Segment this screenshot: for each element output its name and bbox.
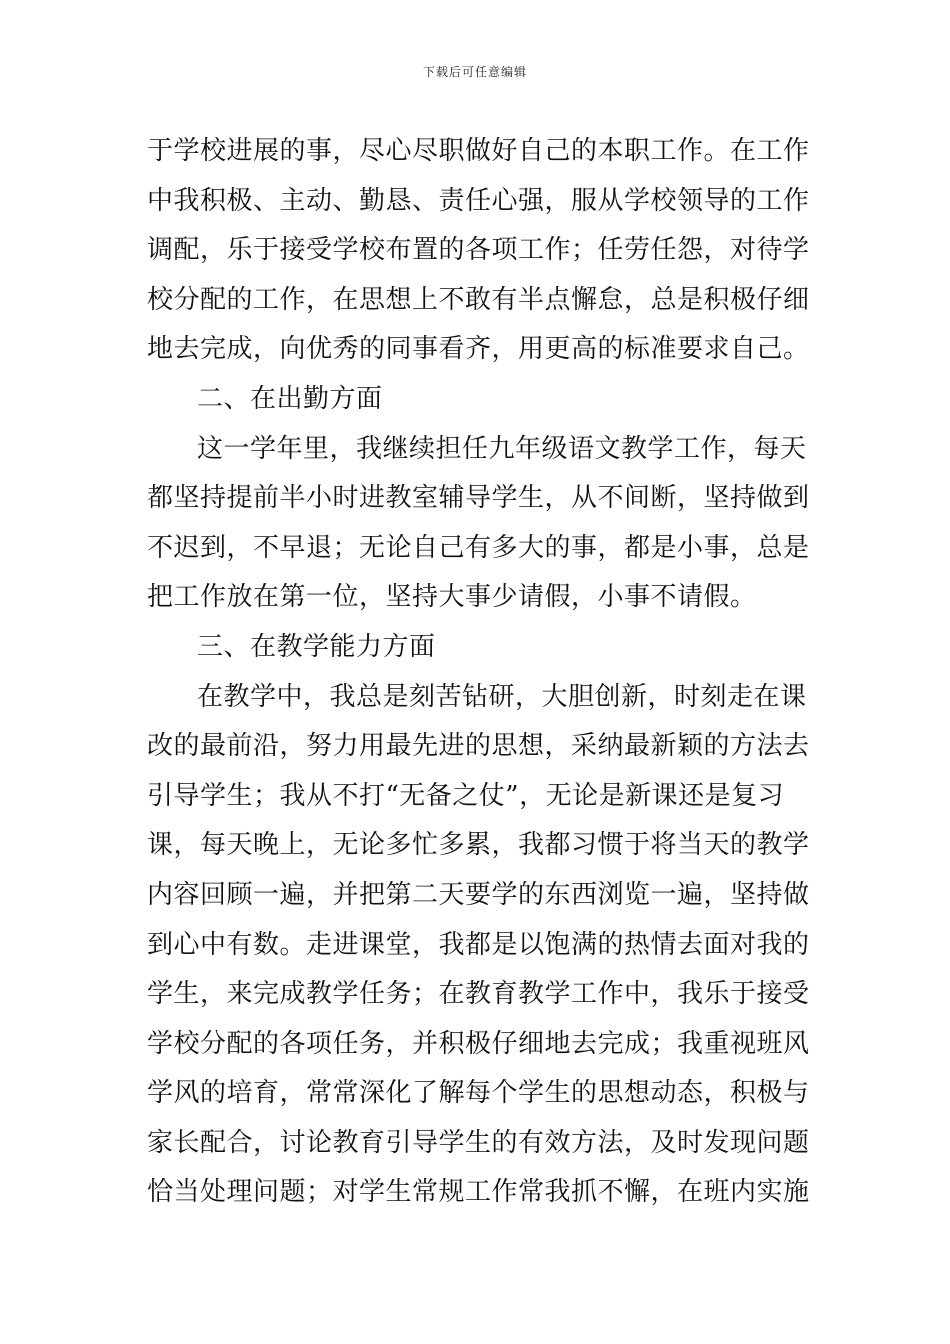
text-line: 这一学年里，我继续担任九年级语文教学工作，每天 — [197, 433, 807, 464]
text-line: 三、在教学能力方面 — [197, 631, 436, 662]
text-line: 引导学生；我从不打“无备之仗”，无论是新课还是复习 — [147, 780, 785, 811]
text-line: 学校分配的各项任务，并积极仔细地去完成；我重视班风 — [147, 1028, 810, 1059]
text-line: 中我积极、主动、勤恳、责任心强，服从学校领导的工作 — [147, 185, 810, 216]
text-line: 改的最前沿，努力用最先进的思想，采纳最新颖的方法去 — [147, 731, 810, 762]
text-line: 恰当处理问题；对学生常规工作常我抓不懈，在班内实施 — [147, 1177, 810, 1208]
text-line: 都坚持提前半小时进教室辅导学生，从不间断，坚持做到 — [147, 483, 810, 514]
text-line: 在教学中，我总是刻苦钻研，大胆创新，时刻走在课 — [197, 681, 807, 712]
text-line: 课，每天晚上，无论多忙多累，我都习惯于将当天的教学 — [147, 830, 810, 861]
text-line: 家长配合，讨论教育引导学生的有效方法，及时发现问题 — [147, 1127, 810, 1158]
document-body — [147, 127, 810, 1218]
text-line: 内容回顾一遍，并把第二天要学的东西浏览一遍，坚持做 — [147, 879, 810, 910]
text-line: 调配，乐于接受学校布置的各项工作；任劳任怨，对待学 — [147, 235, 810, 266]
text-line: 把工作放在第一位，坚持大事少请假，小事不请假。 — [147, 582, 757, 613]
header-note: 下载后可任意编辑 — [422, 65, 527, 79]
text-line: 学生，来完成教学任务；在教育教学工作中，我乐于接受 — [147, 979, 810, 1010]
text-line: 不迟到，不早退；无论自己有多大的事，都是小事，总是 — [147, 532, 810, 563]
text-line: 学风的培育，常常深化了解每个学生的思想动态，积极与 — [147, 1078, 810, 1109]
text-line: 到心中有数。走进课堂，我都是以饱满的热情去面对我的 — [147, 929, 810, 960]
text-line: 地去完成，向优秀的同事看齐，用更高的标准要求自己。 — [147, 334, 810, 365]
text-line: 二、在出勤方面 — [197, 383, 383, 414]
text-line: 于学校进展的事，尽心尽职做好自己的本职工作。在工作 — [147, 136, 810, 166]
text-line: 校分配的工作，在思想上不敢有半点懈怠，总是积极仔细 — [147, 284, 810, 315]
